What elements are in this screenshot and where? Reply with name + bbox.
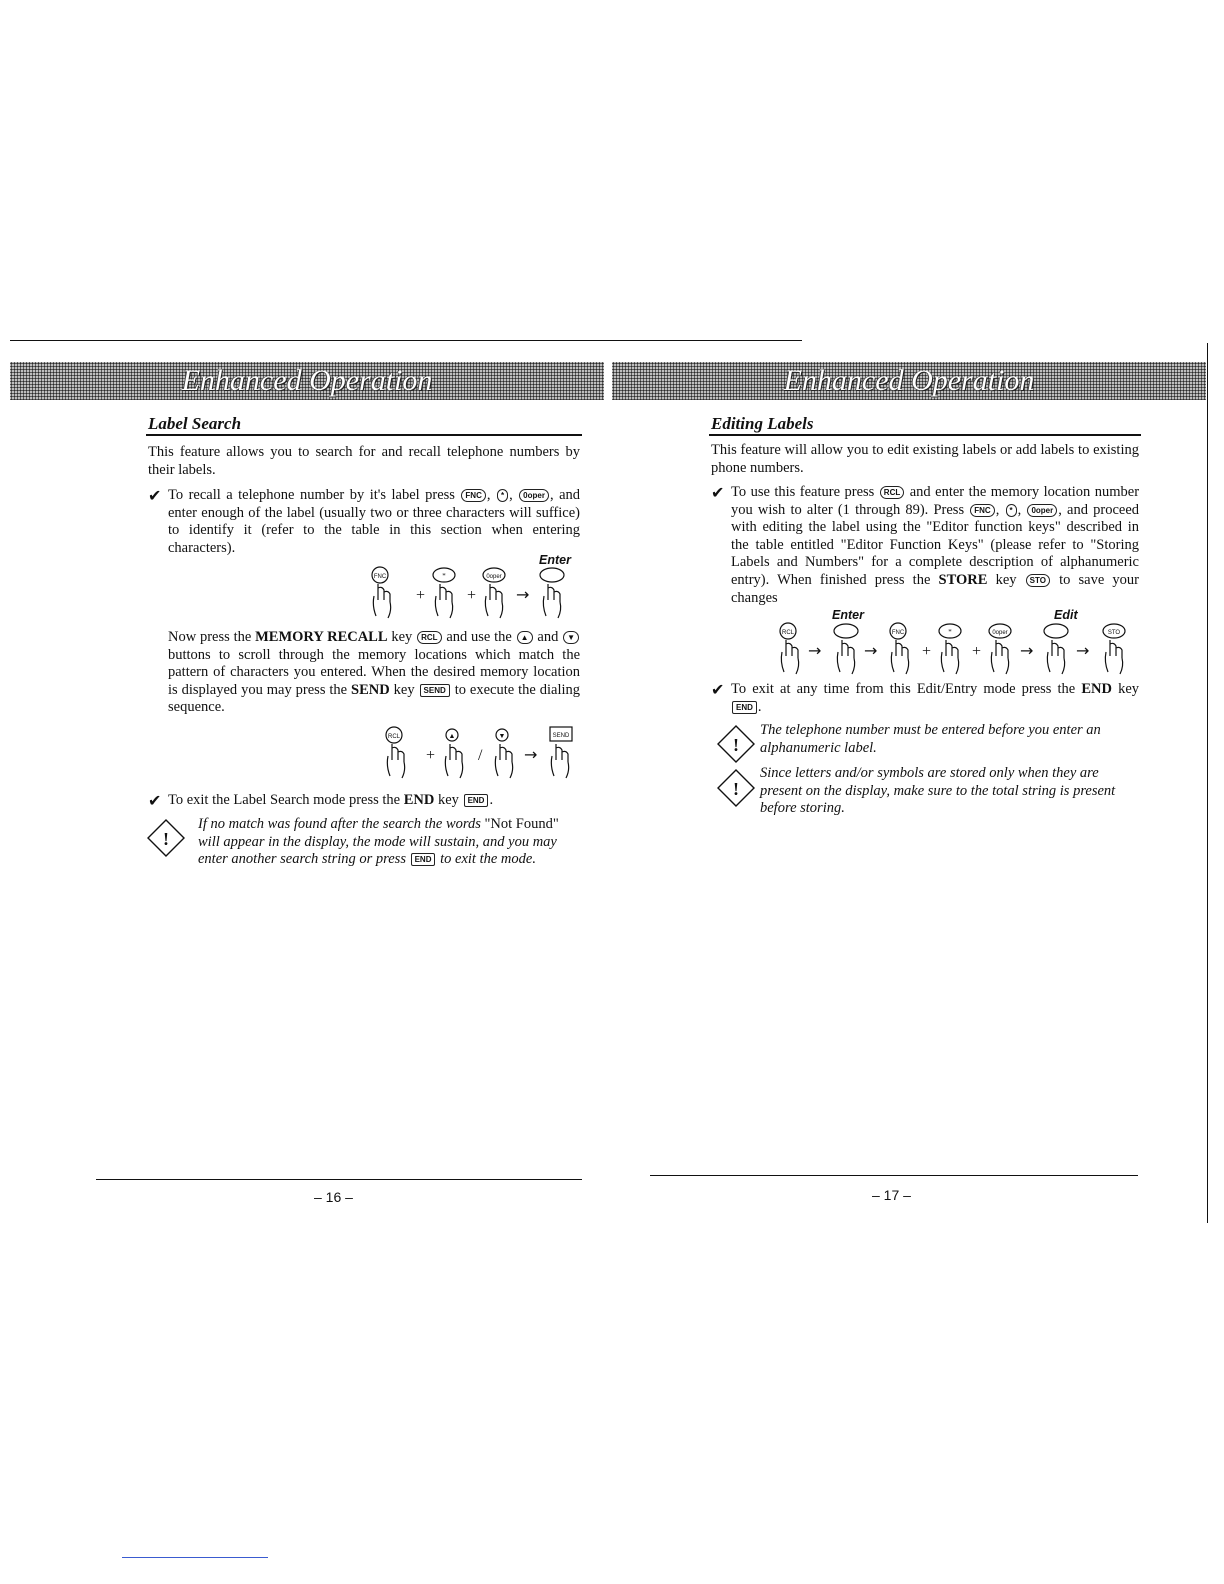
check-icon: ✔ xyxy=(711,682,725,699)
hand-press-icon xyxy=(540,568,564,618)
hand-enter-icon xyxy=(834,624,858,674)
exit-label-search-paragraph: To exit the Label Search mode press the END key END . xyxy=(168,792,494,808)
warning-icon xyxy=(716,724,756,764)
banner-title: Enhanced Operation xyxy=(181,364,433,397)
svg-text:FNC: FNC xyxy=(373,574,387,580)
key-sequence-edit xyxy=(776,620,1140,680)
bottom-underline xyxy=(122,1557,268,1558)
plus-sign: + xyxy=(416,587,426,604)
rcl-key-icon: RCL xyxy=(417,631,441,644)
page-number-16: – 16 – xyxy=(314,1189,353,1205)
section-title-editing-labels: Editing Labels xyxy=(711,414,814,433)
not-found-note: If no match was found after the search the words "Not Found" will appear in the display, the mode will sustain, and you may enter another search string or press END to exit the mode. xyxy=(198,816,559,868)
svg-text:RCL: RCL xyxy=(781,630,795,636)
hand-edit-icon xyxy=(1044,624,1068,674)
enter-label: Enter xyxy=(539,553,571,567)
sto-key-icon: STO xyxy=(1026,574,1050,587)
check-icon: ✔ xyxy=(711,485,725,502)
warning-icon xyxy=(146,818,186,858)
arrow-icon: → xyxy=(524,745,538,764)
page-number-17: – 17 – xyxy=(872,1187,911,1203)
left-banner xyxy=(10,362,604,400)
zero-oper-key-icon: 0oper xyxy=(1027,504,1057,517)
hand-zero-oper-icon xyxy=(483,568,505,618)
svg-text:RCL: RCL xyxy=(387,734,401,740)
fnc-key-icon: FNC xyxy=(461,489,485,502)
svg-text:0oper: 0oper xyxy=(486,574,502,580)
footer-rule xyxy=(96,1179,582,1180)
hand-sto-icon xyxy=(1103,624,1125,674)
memory-recall-paragraph: Now press the MEMORY RECALL key RCL and use the ▲ and ▼ buttons to scroll through the memory locations which match the pattern of characters you entered. When the desired memory location is displayed you may press the SEND key SEND to execute the dialing sequence. xyxy=(168,629,581,716)
arrow-icon: → xyxy=(1020,641,1034,660)
section-rule xyxy=(709,434,1141,436)
intro-paragraph: This feature allows you to search for and recall telephone numbers by their labels. xyxy=(148,444,580,478)
top-rule xyxy=(10,340,802,341)
fnc-key-icon: FNC xyxy=(970,504,994,517)
edit-label: Edit xyxy=(1054,608,1078,622)
down-arrow-key-icon: ▼ xyxy=(563,631,579,644)
svg-text:*: * xyxy=(442,572,446,580)
hand-send-icon xyxy=(550,727,572,778)
section-rule xyxy=(146,434,582,436)
send-key-icon: SEND xyxy=(420,684,450,697)
end-key-icon: END xyxy=(464,794,489,807)
hand-star-icon xyxy=(433,568,455,618)
svg-text:▲: ▲ xyxy=(448,732,456,740)
intro-paragraph: This feature will allow you to edit existing labels or add labels to existing phone numbers. xyxy=(711,442,1139,476)
hand-fnc-icon xyxy=(372,567,391,618)
step-recall-paragraph: To recall a telephone number by it's label press FNC , * , 0oper , and enter enough of the label (usually two or three characters will suffice) to identify it (refer to the table in this section when entering characters). xyxy=(168,487,580,556)
svg-text:SEND: SEND xyxy=(552,733,570,739)
footer-rule xyxy=(650,1175,1138,1176)
arrow-icon: → xyxy=(864,641,878,660)
svg-text:!: ! xyxy=(733,735,739,755)
enter-label: Enter xyxy=(832,608,864,622)
plus-sign: + xyxy=(922,643,932,660)
end-key-icon: END xyxy=(411,853,436,866)
string-present-note: Since letters and/or symbols are stored only when they are present on the display, make sure to the total string is present before storing. xyxy=(760,765,1116,817)
end-key-icon: END xyxy=(732,701,757,714)
hand-rcl-icon xyxy=(780,623,799,674)
hand-down-icon xyxy=(495,729,512,778)
svg-text:0oper: 0oper xyxy=(992,630,1008,636)
svg-text:FNC: FNC xyxy=(891,630,905,636)
hand-up-icon xyxy=(445,729,462,778)
up-arrow-key-icon: ▲ xyxy=(517,631,533,644)
zero-oper-key-icon: 0oper xyxy=(519,489,549,502)
svg-text:!: ! xyxy=(733,779,739,799)
arrow-icon: → xyxy=(516,585,530,604)
star-key-icon: * xyxy=(497,489,508,502)
hand-rcl-icon xyxy=(386,727,405,778)
plus-sign: + xyxy=(972,643,982,660)
banner-title: Enhanced Operation xyxy=(783,364,1035,397)
slash-sign: / xyxy=(478,747,483,764)
right-edge-rule xyxy=(1207,343,1208,1223)
section-title-label-search: Label Search xyxy=(148,414,242,433)
arrow-icon: → xyxy=(1076,641,1090,660)
star-key-icon: * xyxy=(1006,504,1017,517)
svg-text:*: * xyxy=(948,628,952,636)
svg-text:STO: STO xyxy=(1107,630,1121,636)
exit-edit-paragraph: To exit at any time from this Edit/Entry mode press the END key END . xyxy=(731,681,1140,715)
warning-icon xyxy=(716,768,756,808)
hand-star-icon xyxy=(939,624,961,674)
check-icon: ✔ xyxy=(148,488,162,505)
check-icon: ✔ xyxy=(148,793,162,810)
svg-text:!: ! xyxy=(163,829,169,849)
key-sequence-search xyxy=(364,566,588,624)
step-edit-paragraph: To use this feature press RCL and enter the memory location number you wish to alter (1 through 89). Press FNC , * , 0oper , and proceed with editing the label using the "Editor function keys" described in the table entitled "Editor Function Keys" (please refer to "Storing Labels and Numbers" for a complete description of alphanumeric entry). When finished press the STORE key STO to save your changes xyxy=(731,484,1140,606)
right-banner xyxy=(612,362,1206,400)
hand-fnc-icon xyxy=(890,623,909,674)
plus-sign: + xyxy=(426,747,436,764)
plus-sign: + xyxy=(467,587,477,604)
arrow-icon: → xyxy=(808,641,822,660)
number-before-label-note: The telephone number must be entered before you enter an alphanumeric label. xyxy=(760,722,1101,756)
svg-text:▼: ▼ xyxy=(498,732,506,740)
key-sequence-recall xyxy=(378,724,588,784)
rcl-key-icon: RCL xyxy=(880,486,904,499)
hand-zero-oper-icon xyxy=(989,624,1011,674)
